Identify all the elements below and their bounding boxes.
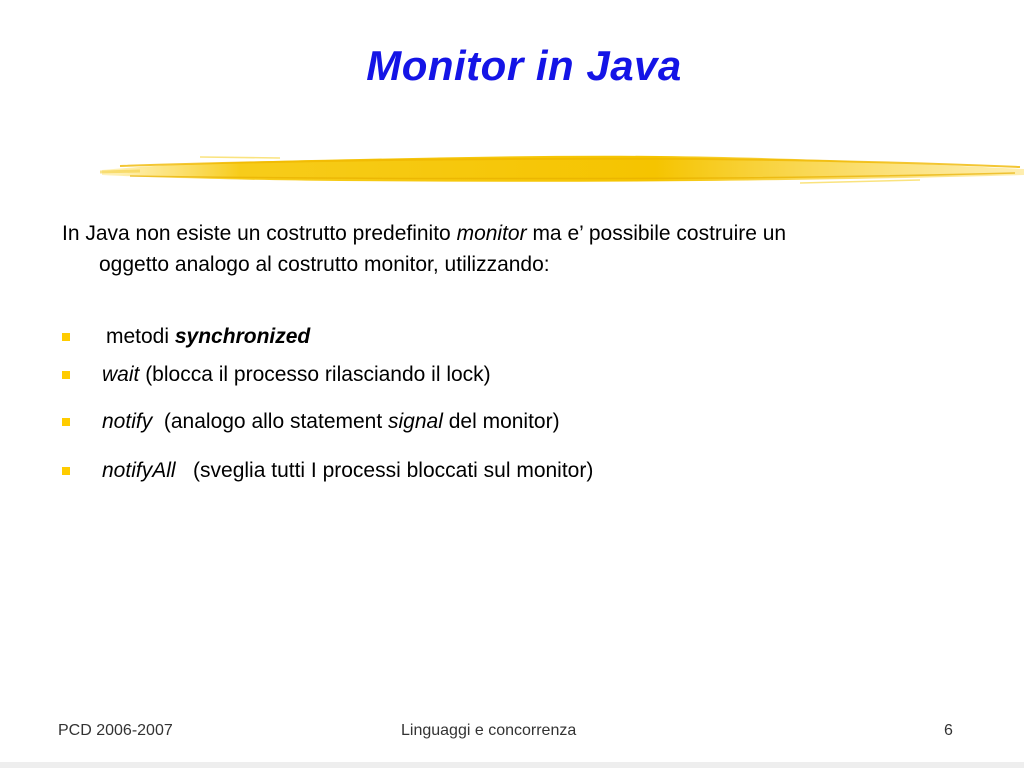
- bullet-description: (sveglia tutti I processi bloccati sul monitor): [175, 459, 594, 482]
- bullet-description: (blocca il processo rilasciando il lock): [139, 363, 491, 386]
- bullet-prefix: metodi: [106, 325, 175, 348]
- yellow-brush-stroke-divider: [100, 145, 1024, 190]
- footer-page-number: 6: [944, 722, 953, 739]
- intro-text-end: ma e’ possibile costruire un: [526, 222, 787, 245]
- bullet-keyword: wait: [102, 363, 140, 386]
- bottom-divider: [0, 762, 1024, 768]
- intro-paragraph: [62, 218, 992, 280]
- bullet-description: (analogo allo statement: [152, 410, 389, 433]
- slide-title: Monitor in Java: [366, 42, 682, 89]
- square-bullet-icon: [62, 333, 70, 341]
- intro-emphasis-monitor: monitor: [456, 222, 527, 245]
- bullet-description-end: del monitor): [442, 410, 560, 433]
- bullet-keyword: synchronized: [174, 325, 311, 348]
- square-bullet-icon: [62, 418, 70, 426]
- bullet-keyword-signal: signal: [388, 410, 443, 433]
- footer-subject: Linguaggi e concorrenza: [401, 722, 577, 739]
- bullet-keyword: notify: [102, 410, 153, 433]
- square-bullet-icon: [62, 371, 70, 379]
- square-bullet-icon: [62, 467, 70, 475]
- bullet-keyword: notifyAll: [102, 459, 176, 482]
- footer-course: PCD 2006-2007: [58, 722, 173, 739]
- intro-second-line: oggetto analogo al costrutto monitor, utilizzando:: [99, 253, 550, 276]
- intro-text-start: In Java non esiste un costrutto predefinito: [62, 222, 457, 245]
